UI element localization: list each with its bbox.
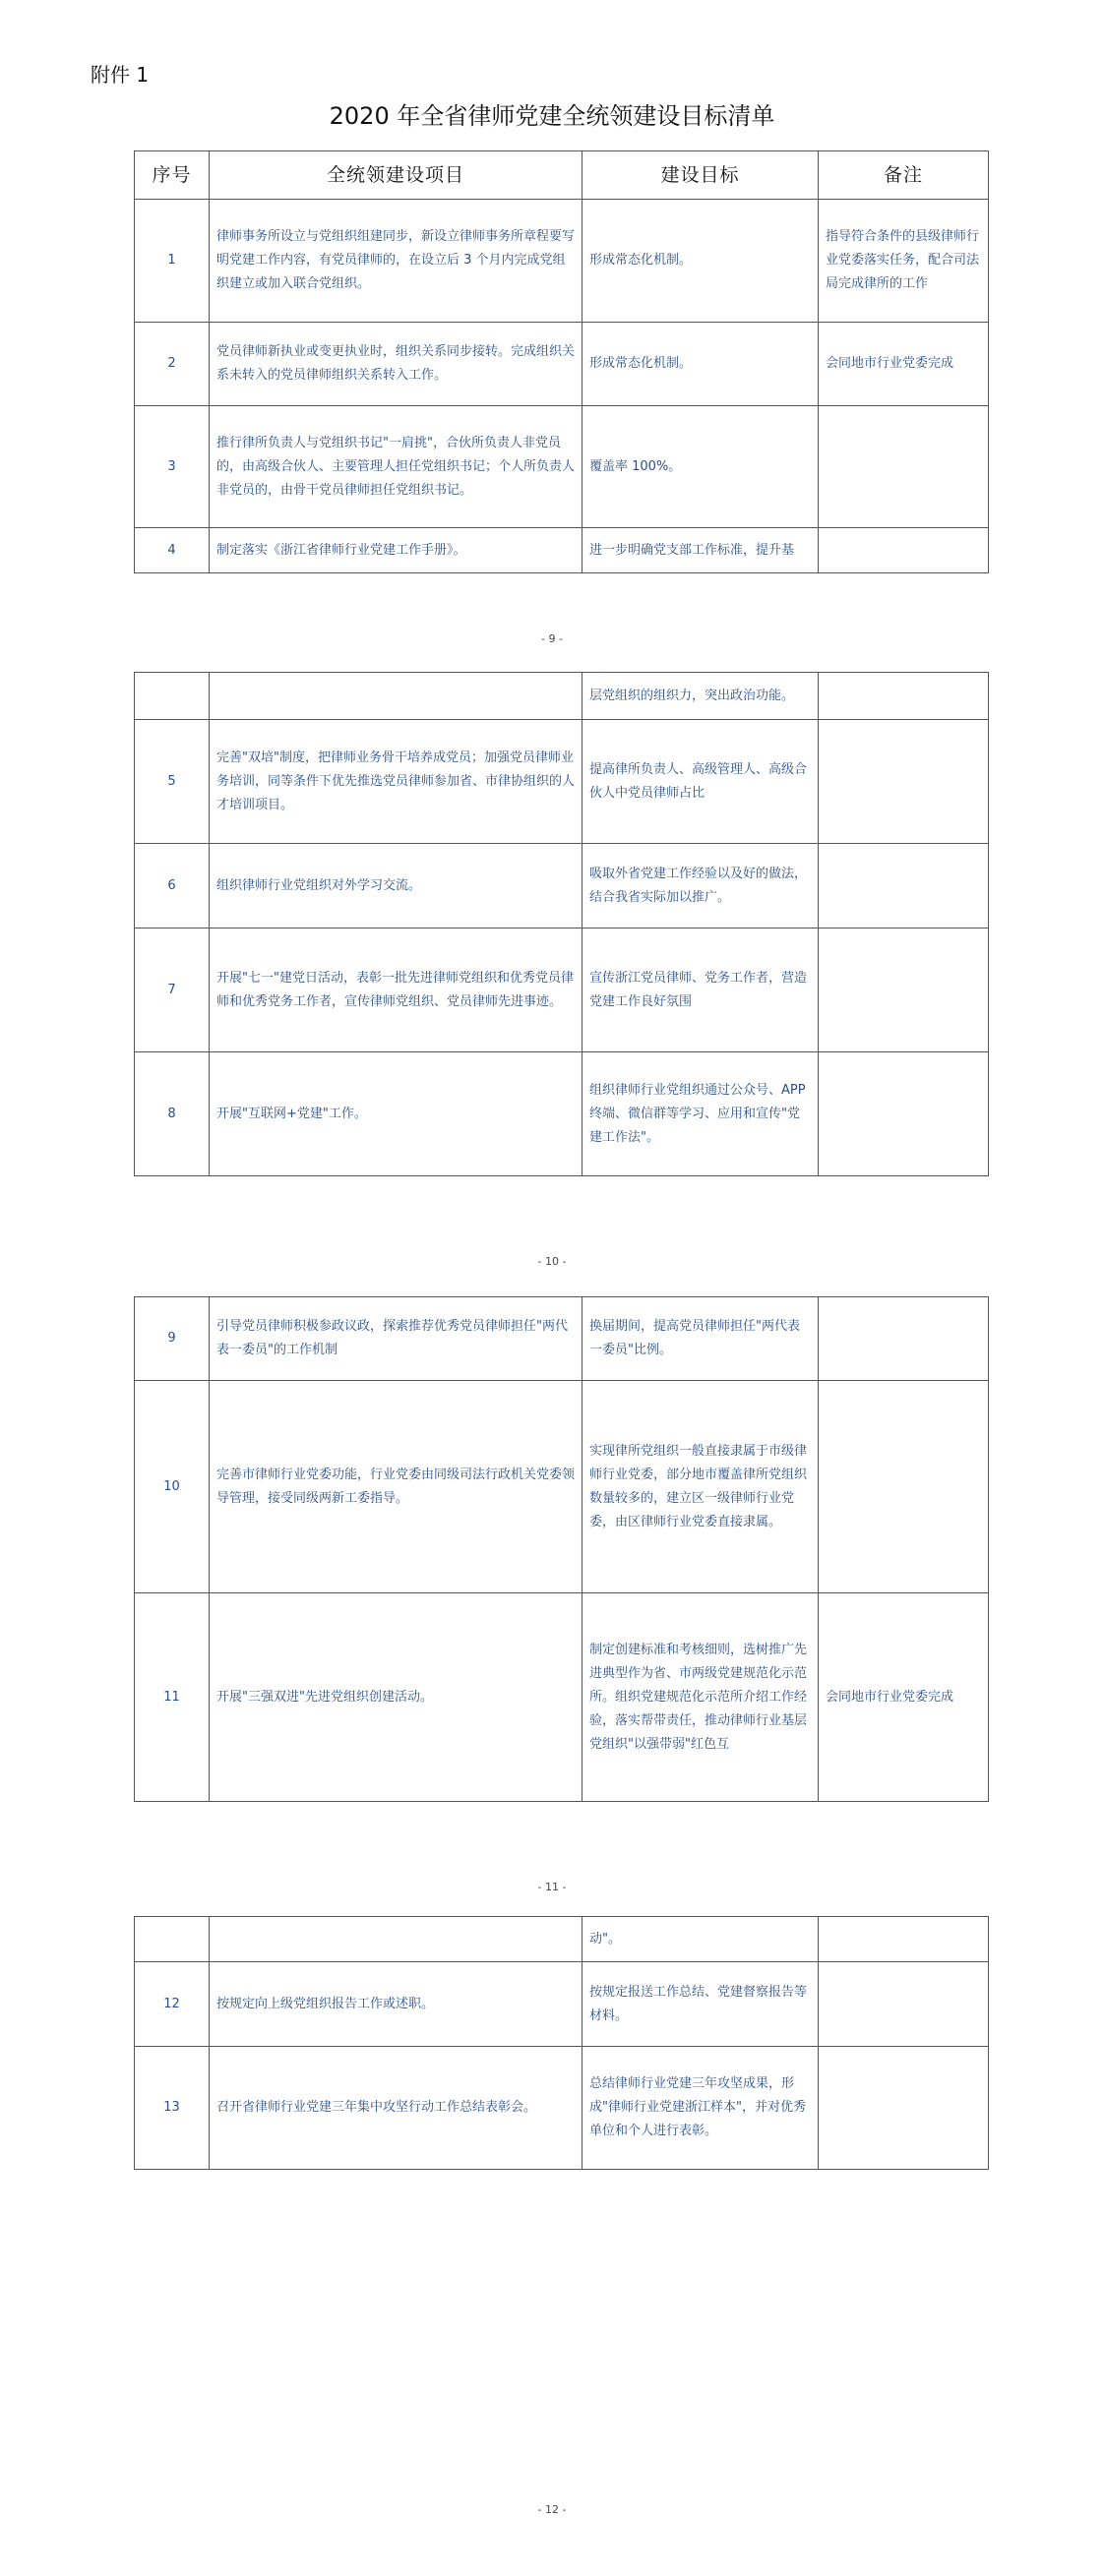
row-project: 完善"双培"制度，把律师业务骨干培养成党员；加强党员律师业务培训，同等条件下优先推选党员律师参加省、市律协组织的人才培训项目。 bbox=[210, 720, 583, 844]
row-note bbox=[819, 406, 989, 528]
row-goal: 组织律师行业党组织通过公众号、APP 终端、微信群等学习、应用和宣传"党建工作法"。 bbox=[583, 1052, 819, 1176]
row-project: 律师事务所设立与党组织组建同步，新设立律师事务所章程要写明党建工作内容，有党员律师的，在设立后 3 个月内完成党组织建立或加入联合党组织。 bbox=[210, 200, 583, 323]
header-serial: 序号 bbox=[135, 151, 210, 200]
row-note bbox=[819, 929, 989, 1052]
row-note bbox=[819, 1052, 989, 1176]
row-goal: 动"。 bbox=[583, 1917, 819, 1962]
table-row bbox=[135, 406, 989, 528]
page-number: - 12 - bbox=[537, 2503, 567, 2516]
row-goal: 宣传浙江党员律师、党务工作者，营造党建工作良好氛围 bbox=[583, 929, 819, 1052]
table-row bbox=[135, 528, 989, 573]
page-number: - 9 - bbox=[541, 632, 563, 645]
row-project: 开展"七一"建党日活动，表彰一批先进律师党组织和优秀党员律师和优秀党务工作者，宣传律师党组织、党员律师先进事迹。 bbox=[210, 929, 583, 1052]
row-serial: 7 bbox=[135, 929, 210, 1052]
header-goal: 建设目标 bbox=[583, 151, 819, 200]
row-project: 制定落实《浙江省律师行业党建工作手册》。 bbox=[210, 528, 583, 573]
table-row bbox=[135, 1381, 989, 1593]
row-note bbox=[819, 673, 989, 720]
row-goal: 换届期间，提高党员律师担任"两代表一委员"比例。 bbox=[583, 1297, 819, 1381]
target-table-page-1 bbox=[134, 150, 989, 573]
row-note: 指导符合条件的县级律师行业党委落实任务，配合司法局完成律所的工作 bbox=[819, 200, 989, 323]
table-row bbox=[135, 673, 989, 720]
row-serial: 12 bbox=[135, 1962, 210, 2047]
target-table-page-2 bbox=[134, 672, 989, 1176]
table-row bbox=[135, 929, 989, 1052]
table-header-row bbox=[135, 151, 989, 200]
row-serial: 6 bbox=[135, 844, 210, 929]
row-serial: 8 bbox=[135, 1052, 210, 1176]
row-project: 推行律所负责人与党组织书记"一肩挑"，合伙所负责人非党员的，由高级合伙人、主要管理人担任党组织书记；个人所负责人非党员的，由骨干党员律师担任党组织书记。 bbox=[210, 406, 583, 528]
row-note bbox=[819, 1381, 989, 1593]
row-serial bbox=[135, 1917, 210, 1962]
row-note bbox=[819, 720, 989, 844]
row-goal: 进一步明确党支部工作标准，提升基 bbox=[583, 528, 819, 573]
row-project bbox=[210, 1917, 583, 1962]
row-note bbox=[819, 2047, 989, 2170]
row-note bbox=[819, 844, 989, 929]
page-number: - 11 - bbox=[537, 1881, 567, 1893]
row-serial: 1 bbox=[135, 200, 210, 323]
table-row bbox=[135, 1052, 989, 1176]
row-goal: 提高律所负责人、高级管理人、高级合伙人中党员律师占比 bbox=[583, 720, 819, 844]
row-serial: 10 bbox=[135, 1381, 210, 1593]
row-project: 完善市律师行业党委功能，行业党委由同级司法行政机关党委领导管理，接受同级两新工委指导。 bbox=[210, 1381, 583, 1593]
row-project: 开展"三强双进"先进党组织创建活动。 bbox=[210, 1593, 583, 1802]
row-goal: 吸取外省党建工作经验以及好的做法，结合我省实际加以推广。 bbox=[583, 844, 819, 929]
row-serial: 5 bbox=[135, 720, 210, 844]
row-note bbox=[819, 528, 989, 573]
row-project: 组织律师行业党组织对外学习交流。 bbox=[210, 844, 583, 929]
page-number: - 10 - bbox=[537, 1255, 567, 1268]
row-project: 党员律师新执业或变更执业时，组织关系同步接转。完成组织关系未转入的党员律师组织关系转入工作。 bbox=[210, 323, 583, 406]
row-goal: 形成常态化机制。 bbox=[583, 200, 819, 323]
row-goal: 层党组织的组织力，突出政治功能。 bbox=[583, 673, 819, 720]
table-row bbox=[135, 2047, 989, 2170]
row-note bbox=[819, 1917, 989, 1962]
table-row bbox=[135, 1962, 989, 2047]
row-serial: 3 bbox=[135, 406, 210, 528]
table-row bbox=[135, 200, 989, 323]
header-note: 备注 bbox=[819, 151, 989, 200]
table-row bbox=[135, 844, 989, 929]
target-table-page-4 bbox=[134, 1916, 989, 2170]
table-row bbox=[135, 1297, 989, 1381]
row-note bbox=[819, 1297, 989, 1381]
row-serial: 11 bbox=[135, 1593, 210, 1802]
row-serial: 4 bbox=[135, 528, 210, 573]
header-project: 全统领建设项目 bbox=[210, 151, 583, 200]
row-goal: 总结律师行业党建三年攻坚成果，形成"律师行业党建浙江样本"，并对优秀单位和个人进行表彰。 bbox=[583, 2047, 819, 2170]
row-project bbox=[210, 673, 583, 720]
row-project: 开展"互联网+党建"工作。 bbox=[210, 1052, 583, 1176]
table-row bbox=[135, 323, 989, 406]
row-project: 引导党员律师积极参政议政，探索推荐优秀党员律师担任"两代表一委员"的工作机制 bbox=[210, 1297, 583, 1381]
row-goal: 形成常态化机制。 bbox=[583, 323, 819, 406]
row-project: 按规定向上级党组织报告工作或述职。 bbox=[210, 1962, 583, 2047]
row-goal: 按规定报送工作总结、党建督察报告等材料。 bbox=[583, 1962, 819, 2047]
row-serial: 9 bbox=[135, 1297, 210, 1381]
document-title: 2020 年全省律师党建全统领建设目标清单 bbox=[329, 102, 775, 130]
row-serial: 2 bbox=[135, 323, 210, 406]
row-serial: 13 bbox=[135, 2047, 210, 2170]
row-goal: 实现律所党组织一般直接隶属于市级律师行业党委，部分地市覆盖律所党组织数量较多的，建立区一级律师行业党委，由区律师行业党委直接隶属。 bbox=[583, 1381, 819, 1593]
row-note: 会同地市行业党委完成 bbox=[819, 1593, 989, 1802]
table-row bbox=[135, 1593, 989, 1802]
table-row bbox=[135, 720, 989, 844]
row-goal: 覆盖率 100%。 bbox=[583, 406, 819, 528]
table-row bbox=[135, 1917, 989, 1962]
row-note bbox=[819, 1962, 989, 2047]
row-project: 召开省律师行业党建三年集中攻坚行动工作总结表彰会。 bbox=[210, 2047, 583, 2170]
attachment-label: 附件 1 bbox=[91, 63, 150, 87]
row-serial bbox=[135, 673, 210, 720]
target-table-page-3 bbox=[134, 1296, 989, 1802]
row-note: 会同地市行业党委完成 bbox=[819, 323, 989, 406]
row-goal: 制定创建标准和考核细则，选树推广先进典型作为省、市两级党建规范化示范所。组织党建规范化示范所介绍工作经验，落实帮带责任，推动律师行业基层党组织"以强带弱"红色互 bbox=[583, 1593, 819, 1802]
